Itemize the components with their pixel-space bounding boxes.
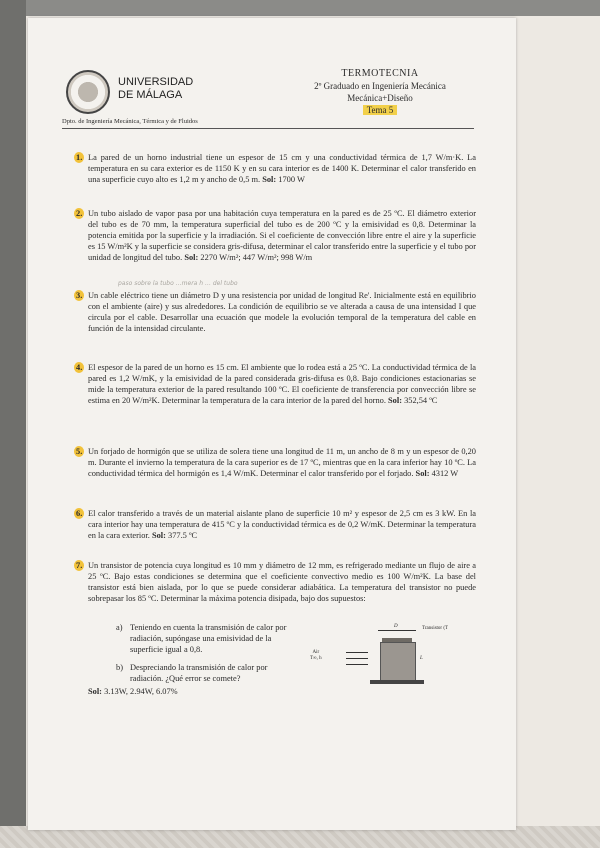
solution-label: Sol:: [388, 396, 402, 405]
problem-text: La pared de un horno industrial tiene un espesor de 15 cm y una conductividad térmica de 1,7 W/m·K. La temperatura en su cara exterior es de 1150 K y en su cara interior es de 1400 K. Determinar el calor transferido en una superficie cuyo alto es 1,2 m y ancho de 0,5 m.: [88, 153, 476, 184]
ambient-label: T∞, h: [310, 656, 322, 661]
background-left: [0, 0, 26, 848]
part-text: Teniendo en cuenta la transmisión de calor por radiación, supóngase una emisividad de la superficie igual a 0,8.: [130, 623, 287, 654]
solution-value: 352,54 ºC: [404, 396, 438, 405]
problem-5: [76, 446, 476, 479]
course-degree: 2º Graduado en Ingeniería Mecánica: [314, 81, 446, 91]
length-label: L: [420, 656, 423, 661]
university-line2: DE MÁLAGA: [118, 89, 183, 101]
problem-1: [76, 152, 476, 185]
problem-text: Un forjado de hormigón que se utiliza de solera tiene una longitud de 11 m, un ancho de 8 m y un espesor de 0,20 m. Durante el invierno la temperatura de la cara superior es de 17 ºC, mientras que en la cara inferior hay 10 ºC. La conductividad térmica del hormigón es 1,4 W/mK. Determinar el calor transferido por el forjado.: [88, 447, 476, 478]
problem-4: [76, 362, 476, 406]
air-label: Air: [312, 650, 320, 655]
diameter-dimension-line: [378, 630, 416, 631]
problem-number: 5.: [76, 447, 83, 456]
problem-2: [76, 208, 476, 263]
header-divider: [62, 128, 474, 129]
problem-number: 1.: [76, 153, 83, 162]
solution-value: 1700 W: [278, 175, 305, 184]
transistor-base: [370, 680, 424, 684]
air-flow-arrow: [346, 664, 368, 665]
problem-number: 6.: [76, 509, 83, 518]
solution-value: 4312 W: [431, 469, 459, 478]
air-flow-label: [310, 650, 322, 662]
solution-value: 3.13W, 2.94W, 6.07%: [104, 687, 178, 696]
problem-text: El espesor de la pared de un horno es 15 cm. El ambiente que lo rodea está a 25 ºC. La conductividad térmica de la pared es 1,2 W/mK, y la emisividad de la pared considerada gris-difusa es 0,8. Bajo condiciones estacionarias se mide la temperatura exterior de la pared resultando 100 ºC. El coeficiente de transferencia por convección libre se estima en 20 W/m²K. Determinar la temperatura de la cara interior de la pared del horno.: [88, 363, 476, 405]
problem-number: 7.: [76, 561, 83, 570]
problem-7-part-a: [116, 622, 290, 655]
university-name: [118, 76, 193, 102]
solution-label: Sol:: [184, 253, 199, 262]
solution-value: 2270 W/m²; 447 W/m²; 998 W/m: [200, 253, 313, 262]
problem-7: [76, 560, 476, 604]
transistor-label: Transistor (T: [422, 626, 449, 631]
transistor-body: [380, 642, 416, 682]
solution-label: Sol:: [88, 687, 102, 696]
paper-sheet: [28, 18, 516, 830]
problem-number: 2.: [76, 209, 83, 218]
problem-number: 4.: [76, 363, 83, 372]
course-info: [300, 68, 460, 116]
pencil-note: paso sobre la tubo …mera h … del tubo: [118, 280, 238, 287]
problem-7-part-b: [116, 662, 290, 684]
problem-text: Un transistor de potencia cuya longitud es 10 mm y diámetro de 12 mm, es refrigerado mediante un flujo de aire a 25 ºC. Bajo estas condiciones se determina que el coeficiente convectivo medio es 100 W/m²K. La base del transistor está bien aislada, por lo que se puede considerar adiabática. La temperatura del transistor no puede sobrepasar los 85 ºC. Determinar la máxima potencia disipada, bajo dos supuestos:: [88, 561, 476, 603]
course-title: TERMOTECNIA: [341, 68, 419, 79]
topic-badge: Tema 5: [363, 105, 398, 115]
problem-number: 3.: [76, 291, 83, 300]
solution-label: Sol:: [415, 469, 430, 478]
part-text: Despreciando la transmisión de calor por radiación. ¿Qué error se comete?: [130, 663, 268, 683]
problem-text: Un tubo aislado de vapor pasa por una habitación cuya temperatura en la pared es de 25 ºC. El diámetro exterior del tubo es de 70 mm, la temperatura superficial del tubo es de 200 ºC y la emisividad es 0,8. Determinar la potencia emitida por la superficie y la irradiación. Si el coeficiente de convección libre entre el aire y la superficie es 15 W/m²K y la superficie se considera gris-difusa, determinar el calor transferido entre la superficie y el tubo por unidad de longitud del tubo.: [88, 209, 476, 262]
problem-6: [76, 508, 476, 541]
transistor-diagram: [300, 624, 460, 688]
course-specialty: Mecánica+Diseño: [347, 93, 413, 103]
solution-label: Sol:: [151, 531, 166, 540]
part-label: a): [116, 623, 123, 632]
problem-text: Un cable eléctrico tiene un diámetro D y una resistencia por unidad de longitud Re'. Inicialmente está en equilibrio con el ambiente (aire) y sus alrededores. La condición de equilibrio se ve alterada a causa de una intensidad I que circula por el cable. Desarrollar una ecuación que modele la evolución temporal de la temperatura del cable en función de la intensidad circulante.: [88, 291, 476, 333]
university-line1: UNIVERSIDAD: [118, 76, 194, 88]
part-label: b): [116, 663, 123, 672]
background-top: [0, 0, 600, 16]
solution-label: Sol:: [262, 175, 277, 184]
problem-text: El calor transferido a través de un material aislante plano de superficie 10 m² y espesor de 2,5 cm es 3 kW. En la cara interior hay una temperatura de 415 ºC y la conductividad térmica es de 0,2 W/mK. Determinar la temperatura en la cara exterior.: [88, 509, 476, 540]
department-line: Dpto. de Ingeniería Mecánica, Térmica y de Fluidos: [62, 118, 198, 125]
university-seal-icon: [66, 70, 110, 114]
solution-value: 377.5 ºC: [168, 531, 198, 540]
problem-7-solution: [88, 686, 178, 697]
problem-3: [76, 290, 476, 334]
air-flow-arrow: [346, 652, 368, 653]
air-flow-arrow: [346, 658, 368, 659]
diameter-label: D: [394, 624, 398, 629]
